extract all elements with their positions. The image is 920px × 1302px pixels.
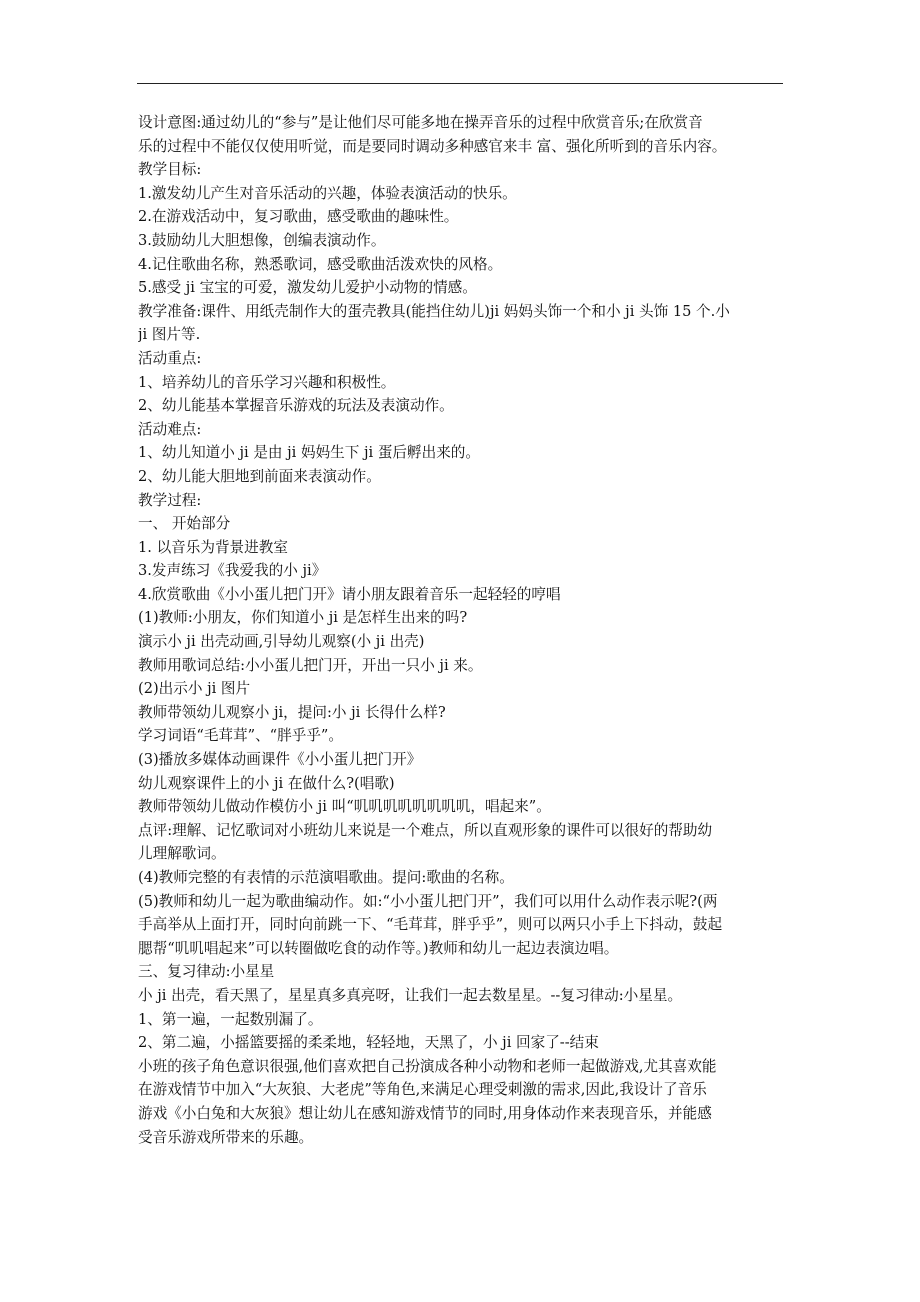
header-rule <box>137 83 783 84</box>
text-line: (4)教师完整的有表情的示范演唱歌曲。提问:歌曲的名称。 <box>138 869 514 886</box>
text-line: 1、第一遍，一起数别漏了。 <box>138 1010 323 1028</box>
text-line: 点评:理解、记忆歌词对小班幼儿来说是一个难点，所以直观形象的课件可以很好的帮助幼 <box>138 821 713 839</box>
text-line: 儿理解歌词。 <box>138 845 226 863</box>
text-line: 2、幼儿能基本掌握音乐游戏的玩法及表演动作。 <box>138 397 454 415</box>
text-line: 3.鼓励幼儿大胆想像，创编表演动作。 <box>138 231 386 249</box>
text-line: 小班的孩子角色意识很强,他们喜欢把自己扮演成各种小动物和老师一起做游戏,尤其喜欢能 <box>138 1057 717 1075</box>
text-line: (5)教师和幼儿一起为歌曲编动作。如:“小小蛋儿把门开”，我们可以用什么动作表示呢?(两 <box>138 892 718 910</box>
text-line: 3.发声练习《我爱我的小 ji》 <box>138 562 327 580</box>
document-body <box>138 111 788 1149</box>
text-line: (1)教师:小朋友，你们知道小 ji 是怎样生出来的吗? <box>138 609 468 627</box>
text-line: 教师用歌词总结:小小蛋儿把门开，开出一只小 ji 来。 <box>138 656 483 674</box>
text-line: 活动难点: <box>138 420 202 438</box>
text-line: (2)出示小 ji 图片 <box>138 680 251 698</box>
text-line: 教学准备:课件、用纸壳制作大的蛋壳教具(能挡住幼儿)ji 妈妈头饰一个和小 ji 头饰 15 个.小 <box>138 302 730 320</box>
text-line: 教学过程: <box>138 491 202 509</box>
text-line: 学习词语“毛茸茸”、“胖乎乎”。 <box>138 727 343 745</box>
text-line: 设计意图:通过幼儿的“参与”是让他们尽可能多地在操弄音乐的过程中欣赏音乐;在欣赏音 <box>138 114 703 131</box>
text-line: 教师带领幼儿观察小 ji，提问:小 ji 长得什么样? <box>138 703 446 721</box>
text-line: 腮帮“叽叽唱起来”可以转圈做吃食的动作等。)教师和幼儿一起边表演边唱。 <box>138 939 619 957</box>
text-line: 2.在游戏活动中，复习歌曲，感受歌曲的趣味性。 <box>138 208 459 226</box>
text-line: 教师带领幼儿做动作模仿小 ji 叫“叽叽叽叽叽叽叽叽，唱起来”。 <box>138 798 551 816</box>
text-line: 2、第二遍，小摇篮要摇的柔柔地，轻轻地，天黑了，小 ji 回家了--结束 <box>138 1034 599 1052</box>
text-line: ji 图片等. <box>138 326 201 344</box>
text-line: 1、幼儿知道小 ji 是由 ji 妈妈生下 ji 蛋后孵出来的。 <box>138 444 480 462</box>
text-line: 受音乐游戏所带来的乐趣。 <box>138 1128 314 1146</box>
text-line: 演示小 ji 出壳动画,引导幼儿观察(小 ji 出壳) <box>138 633 425 651</box>
text-line: 手高举从上面打开，同时向前跳一下、“毛茸茸，胖乎乎”，则可以两只小手上下抖动，鼓起 <box>138 916 723 934</box>
text-line: (3)播放多媒体动画课件《小小蛋儿把门开》 <box>138 751 422 769</box>
text-line: 活动重点: <box>138 349 202 367</box>
text-line: 1.激发幼儿产生对音乐活动的兴趣，体验表演活动的快乐。 <box>138 184 517 202</box>
text-line: 一、 开始部分 <box>138 515 231 533</box>
text-line: 乐的过程中不能仅仅使用听觉，而是要同时调动多种感官来丰 富、强化所听到的音乐内容。 <box>138 137 727 155</box>
text-line: 游戏《小白兔和大灰狼》想让幼儿在感知游戏情节的同时,用身体动作来表现音乐，并能感 <box>138 1104 712 1122</box>
text-line: 1、培养幼儿的音乐学习兴趣和积极性。 <box>138 373 396 391</box>
text-line: 在游戏情节中加入“大灰狼、大老虎”等角色,来满足心理受刺激的需求,因此,我设计了音乐 <box>138 1081 707 1099</box>
text-line: 教学目标: <box>138 161 202 179</box>
text-line: 5.感受 ji 宝宝的可爱，激发幼儿爱护小动物的情感。 <box>138 279 477 297</box>
text-line: 幼儿观察课件上的小 ji 在做什么?(唱歌) <box>138 774 395 792</box>
text-line: 4.记住歌曲名称，熟悉歌词，感受歌曲活泼欢快的风格。 <box>138 255 503 273</box>
text-line: 小 ji 出壳，看天黑了，星星真多真亮呀，让我们一起去数星星。--复习律动:小星星。 <box>138 986 683 1004</box>
text-line: 三、复习律动:小星星 <box>138 963 275 981</box>
text-line: 1. 以音乐为背景进教室 <box>138 538 288 556</box>
text-line: 4.欣赏歌曲《小小蛋儿把门开》请小朋友跟着音乐一起轻轻的哼唱 <box>138 585 561 603</box>
text-line: 2、幼儿能大胆地到前面来表演动作。 <box>138 467 381 485</box>
